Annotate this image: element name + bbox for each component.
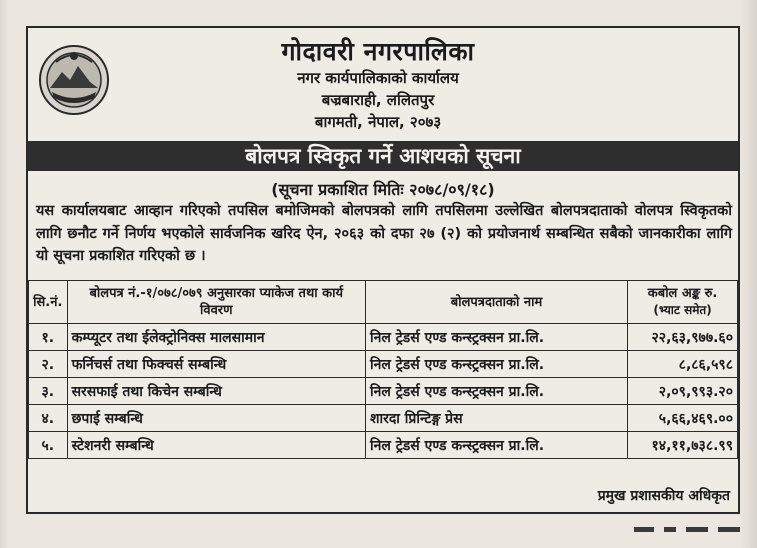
row-amount: ५,६६,४६९.००: [628, 405, 738, 432]
row-amount: ८,८६,५९८: [628, 351, 738, 378]
row-sn: १.: [29, 324, 68, 351]
page-divider-dashes: [634, 527, 744, 533]
row-description: स्टेशनरी सम्बन्धि: [67, 432, 365, 459]
header-sn: सि.नं.: [29, 281, 68, 324]
office-name: नगर कार्यपालिकाको कार्यालय: [297, 69, 459, 87]
row-amount: १४,११,७३८.९९: [628, 432, 738, 459]
header-amount-label: कबोल अङ्क रु.: [647, 286, 718, 301]
table-row: [29, 378, 738, 405]
table-row: [29, 351, 738, 378]
table-row: [29, 432, 738, 459]
row-bidder: निल ट्रेडर्स एण्ड कन्स्ट्रक्सन प्रा.लि.: [365, 378, 627, 405]
notice-body: यस कार्यालयबाट आव्हान गरिएको तपसिल बमोजिमको बोलपत्रको लागि तपसिलमा उल्लेखित बोलपत्रदाताको वोलपत्र स्विकृतको लागि छनौट गर्ने निर्णय भएकोले सार्वजनिक खरिद ऐन, २०६३ को दफा २७ (२) को प्रयोजनार्थ सम्बन्धित सबैको जानकारीका लागि यो सूचना प्रकाशित गरिएको छ ।: [36, 203, 732, 264]
divider-dash: [634, 527, 654, 532]
row-bidder: निल ट्रेडर्स एण्ड कन्स्ट्रक्सन प्रा.लि.: [365, 351, 627, 378]
row-sn: २.: [29, 351, 68, 378]
divider-dash: [718, 527, 740, 532]
header-description: बोलपत्र नं.-१/०७८/०७९ अनुसारका प्याकेज तथा कार्य विवरण: [67, 281, 365, 324]
row-description: फर्निचर्स तथा फिक्चर्स सम्बन्धि: [67, 351, 365, 378]
org-name: गोदावरी नगरपालिका: [281, 37, 475, 66]
row-description: कम्प्यूटर तथा ईलेक्ट्रोनिक्स मालसामान: [67, 324, 365, 351]
row-description: छपाई सम्बन्धि: [67, 405, 365, 432]
notice-box: [26, 26, 740, 514]
publication-date: (सूचना प्रकाशित मितिः २०७८/०९/१८): [271, 180, 495, 199]
address-line-2: बागमती, नेपाल, २०७३: [314, 113, 442, 131]
header-amount-sub: (भ्याट समेत): [653, 303, 712, 317]
divider-dash: [686, 527, 708, 532]
table-header-row: [29, 281, 738, 324]
table-row: [29, 405, 738, 432]
row-bidder: निल ट्रेडर्स एण्ड कन्स्ट्रक्सन प्रा.लि.: [365, 432, 627, 459]
row-description: सरसफाई तथा किचेन सम्बन्धि: [67, 378, 365, 405]
row-bidder: शारदा प्रिन्टिङ्ग प्रेस: [365, 405, 627, 432]
row-sn: ४.: [29, 405, 68, 432]
divider-dash: [664, 527, 676, 532]
row-bidder: निल ट्रेडर्स एण्ड कन्स्ट्रक्सन प्रा.लि.: [365, 324, 627, 351]
table-row: [29, 324, 738, 351]
bid-table: [28, 280, 738, 459]
header-bidder: बोलपत्रदाताको नाम: [365, 281, 627, 324]
header-amount: [628, 281, 738, 324]
row-amount: २२,६३,९७७.६०: [628, 324, 738, 351]
notice-header: [28, 28, 738, 142]
notice-title-banner: बोलपत्र स्विकृत गर्ने आशयको सूचना: [28, 141, 738, 171]
row-sn: ५.: [29, 432, 68, 459]
nepal-emblem-icon: [36, 42, 112, 118]
signature-title: प्रमुख प्रशासकीय अधिकृत: [597, 488, 730, 504]
row-sn: ३.: [29, 378, 68, 405]
row-amount: २,०९,९९३.२०: [628, 378, 738, 405]
address-line-1: बज्रबाराही, ललितपुर: [321, 91, 435, 109]
